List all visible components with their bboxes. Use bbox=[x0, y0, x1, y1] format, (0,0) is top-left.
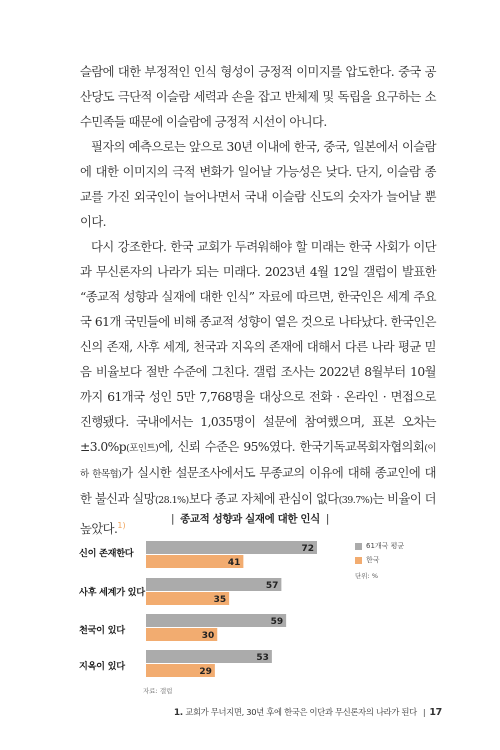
data-label: 57 bbox=[265, 581, 279, 591]
category-label: 천국이 있다 bbox=[79, 625, 125, 636]
paragraph-text: 보다 종교 자체에 관심이 없다 bbox=[188, 492, 339, 506]
data-label: 30 bbox=[201, 631, 215, 641]
footnote-marker[interactable]: 1) bbox=[117, 521, 126, 530]
data-label: 59 bbox=[270, 617, 284, 627]
inline-note: (28.1%) bbox=[154, 495, 189, 506]
paragraph-text: 는 비율이 더 높았다. bbox=[80, 492, 436, 537]
data-label: 41 bbox=[227, 558, 241, 568]
legend-item bbox=[355, 553, 404, 567]
title-bar-left: | bbox=[171, 513, 175, 525]
legend-label: 61개국 평균 bbox=[366, 542, 405, 550]
chapter-title: 교회가 무너지면, 30년 후에 한국은 이단과 무신론자의 나라가 된다 bbox=[185, 707, 417, 717]
category-label: 사후 세계가 있다 bbox=[79, 587, 145, 598]
title-bar-right: | bbox=[325, 513, 329, 525]
legend-item bbox=[355, 539, 404, 553]
data-label: 35 bbox=[213, 595, 227, 605]
source-note: 자료: 갤럽 bbox=[143, 687, 173, 695]
paragraph-text: 에, 신뢰 수준은 95%였다. 한국기독교목회자협의회 bbox=[158, 440, 425, 454]
unit-label: 단위: % bbox=[355, 572, 378, 580]
inline-note: (포인트) bbox=[126, 443, 159, 454]
chapter-number: 1. bbox=[173, 708, 183, 718]
page-footer bbox=[0, 706, 442, 718]
data-label: 72 bbox=[301, 544, 314, 554]
bar-average bbox=[146, 614, 286, 627]
footer-separator: | bbox=[422, 707, 426, 717]
legend bbox=[355, 539, 404, 580]
data-label: 29 bbox=[199, 667, 212, 677]
data-label: 53 bbox=[256, 653, 269, 663]
paragraph: 필자의 예측으로는 앞으로 30년 이내에 한국, 중국, 일본에서 이슬람에 대한 이미지의 극적 변화가 일어날 가능성은 낮다. 단지, 이슬람 종교를 가진 외국인이 늘어나면서 국내 이슬람 신도의 숫자가 늘어날 뿐이다. bbox=[80, 140, 436, 229]
bar-average bbox=[146, 541, 317, 554]
bar-average bbox=[146, 578, 281, 591]
chart-title-text: 종교적 성향과 실재에 대한 인식 bbox=[180, 513, 320, 525]
legend-swatch bbox=[355, 543, 362, 550]
paragraph: 슬람에 대한 부정적인 인식 형성이 긍정적 이미지를 압도한다. 중국 공산당도 극단적 이슬람 세력과 손을 잡고 반체제 및 독립을 요구하는 소수민족들 때문에 이슬람에 긍정적 시선이 아니다. bbox=[80, 65, 436, 129]
page-number: 17 bbox=[429, 707, 442, 718]
paragraph-text: 다시 강조한다. 한국 교회가 두려워해야 할 미래는 한국 사회가 이단과 무신론자의 나라가 되는 미래다. 2023년 4월 12일 갤럽이 발표한 “종교적 성향과 실재에 대한 인식” 자료에 따르면, 한국인은 세계 주요국 61개 국민들에 비해 종교적 성향이 옅은 것으로 나타났다. 한국인은 신의 존재, 사후 세계, 천국과 지옥의 존재에 대해서 다른 나라 평균 믿음 비율보다 절반 수준에 그친다. 갤럽 조사는 2022년 8월부터 10월까지 61개국 성인 5만 7,768명을 대상으로 전화 · 온라인 · 면접으로 진행됐다. 국내에서는 1,035명이 설문에 참여했으며, 표본 오차는 ±3.0%p bbox=[80, 240, 436, 454]
legend-swatch bbox=[355, 557, 362, 564]
category-label: 지옥이 있다 bbox=[79, 661, 125, 672]
category-label: 신이 존재한다 bbox=[79, 548, 134, 559]
paragraph-text: 가 실시한 설문조사에서도 무종교의 이유에 대해 종교인에 대한 불신과 실망 bbox=[80, 466, 436, 506]
bar-average bbox=[146, 650, 272, 663]
legend-label: 한국 bbox=[366, 556, 380, 564]
inline-note: (39.7%) bbox=[338, 495, 373, 506]
inline-note: (이하 한목협) bbox=[80, 443, 436, 480]
